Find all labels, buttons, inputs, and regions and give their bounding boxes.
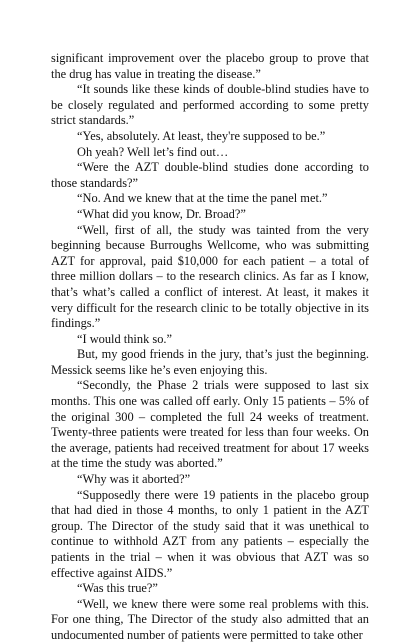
book-page	[51, 51, 369, 644]
paragraph: “What did you know, Dr. Broad?”	[77, 206, 246, 221]
paragraph: “It sounds like these kinds of double-blind studies have to be closely regulated and performed according to some pretty strict standards.”	[51, 82, 369, 128]
paragraph: significant improvement over the placebo group to prove that the drug has value in treating the disease.”	[51, 51, 369, 81]
paragraph: “I would think so.”	[77, 331, 172, 346]
paragraph: “Well, first of all, the study was tainted from the very beginning because Burroughs Wellcome, who was submitting AZT for approval, paid $10,000 for each patient – a total of three million dollars – to the research clinics. As far as I know, that’s what’s called a conflict of interest. At least, it makes it very difficult for the research clinic to be totally objective in its findings.”	[51, 222, 369, 331]
paragraph: Oh yeah? Well let’s find out…	[77, 144, 229, 159]
paragraph: “Yes, absolutely. At least, they're supposed to be.”	[77, 128, 326, 143]
paragraph: But, my good friends in the jury, that’s just the beginning. Messick seems like he’s even enjoying this.	[51, 347, 369, 377]
paragraph: “Secondly, the Phase 2 trials were supposed to last six months. This one was called off early. Only 15 patients – 5% of the original 300 – completed the full 24 weeks of treatment. Twenty-three patients were treated for less than four weeks. On the average, patients had received treatment for about 17 weeks at the time the study was aborted.”	[51, 378, 369, 471]
paragraph: “Were the AZT double-blind studies done according to those standards?”	[51, 160, 369, 190]
paragraph: “Was this true?”	[77, 581, 158, 596]
paragraph: “Why was it aborted?”	[77, 472, 191, 487]
paragraph: “Well, we knew there were some real problems with this. For one thing, The Director of the study also admitted that an undocumented number of patients were permitted to take other	[51, 596, 369, 642]
paragraph: “No. And we knew that at the time the panel met.”	[77, 191, 328, 206]
paragraph: “Supposedly there were 19 patients in the placebo group that had died in those 4 months, to only 1 patient in the AZT group. The Director of the study said that it was unethical to continue to withhold AZT from any patients – especially the patients in the trial – when it was obvious that AZT was so effective against AIDS.”	[51, 487, 369, 580]
